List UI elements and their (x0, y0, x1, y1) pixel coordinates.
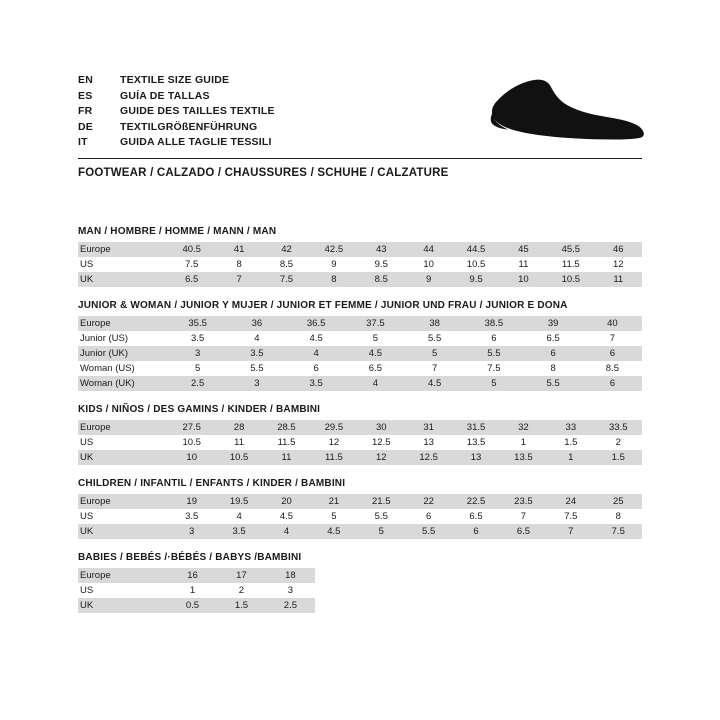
size-cell: 10.5 (452, 257, 499, 272)
size-cell: 7.5 (464, 361, 523, 376)
size-cell: 45 (500, 242, 547, 257)
language-code: EN (78, 74, 93, 86)
size-cell: 5 (358, 524, 405, 539)
size-cell: 3.5 (215, 524, 262, 539)
size-cell: 3 (227, 376, 286, 391)
table-row (78, 361, 642, 376)
size-cell: 40 (583, 316, 642, 331)
table-row (78, 568, 315, 583)
size-cell: 5.5 (227, 361, 286, 376)
language-title: GUIDE DES TAILLES TEXTILE (120, 105, 275, 117)
section-title: JUNIOR & WOMAN / JUNIOR Y MUJER / JUNIOR ET FEMME / JUNIOR UND FRAU / JUNIOR E DONA (78, 300, 568, 311)
row-label: US (78, 435, 168, 450)
size-cell: 36 (227, 316, 286, 331)
size-cell: 46 (595, 242, 642, 257)
language-row (78, 74, 275, 90)
size-cell: 6.5 (524, 331, 583, 346)
size-cell: 13 (452, 450, 499, 465)
size-cell: 28 (215, 420, 262, 435)
size-cell: 41 (215, 242, 262, 257)
size-cell: 6 (583, 346, 642, 361)
size-cell: 4.5 (346, 346, 405, 361)
header (78, 74, 642, 192)
row-label: Europe (78, 316, 168, 331)
size-cell: 23.5 (500, 494, 547, 509)
table-row (78, 331, 642, 346)
language-row (78, 121, 275, 137)
table-row (78, 450, 642, 465)
language-title: GUIDA ALLE TAGLIE TESSILI (120, 136, 272, 148)
size-cell: 7.5 (168, 257, 215, 272)
section-title: MAN / HOMBRE / HOMME / MANN / MAN (78, 226, 277, 237)
size-cell: 12 (595, 257, 642, 272)
row-label: Europe (78, 494, 168, 509)
size-cell: 5.5 (358, 509, 405, 524)
size-cell: 12 (310, 435, 357, 450)
language-title: TEXTILGRÖßENFÜHRUNG (120, 120, 258, 133)
size-cell: 12.5 (358, 435, 405, 450)
size-cell: 7 (215, 272, 262, 287)
size-cell: 1.5 (547, 435, 594, 450)
language-code: IT (78, 136, 88, 148)
size-cell: 16 (168, 568, 217, 583)
size-cell: 33 (547, 420, 594, 435)
size-cell: 11 (263, 450, 310, 465)
size-cell: 6.5 (500, 524, 547, 539)
size-cell: 5.5 (405, 331, 464, 346)
size-cell: 12 (358, 450, 405, 465)
size-cell: 7 (583, 331, 642, 346)
size-cell: 11 (500, 257, 547, 272)
category-line: FOOTWEAR / CALZADO / CHAUSSURES / SCHUHE / CALZATURE (78, 166, 449, 179)
size-sections (78, 226, 642, 613)
size-table (78, 494, 642, 539)
size-cell: 30 (358, 420, 405, 435)
size-cell: 10.5 (168, 435, 215, 450)
size-cell: 35.5 (168, 316, 227, 331)
table-row (78, 583, 315, 598)
row-label: US (78, 509, 168, 524)
size-cell: 7.5 (547, 509, 594, 524)
size-cell: 6.5 (168, 272, 215, 287)
language-row (78, 90, 275, 106)
size-table (78, 242, 642, 287)
language-title: TEXTILE SIZE GUIDE (120, 74, 230, 86)
size-cell: 13.5 (452, 435, 499, 450)
size-cell: 10.5 (547, 272, 594, 287)
size-cell: 5 (168, 361, 227, 376)
size-cell: 12.5 (405, 450, 452, 465)
size-cell: 5.5 (405, 524, 452, 539)
size-cell: 8.5 (583, 361, 642, 376)
row-label: UK (78, 450, 168, 465)
row-label: Europe (78, 568, 168, 583)
size-cell: 21 (310, 494, 357, 509)
size-cell: 18 (266, 568, 315, 583)
size-cell: 29.5 (310, 420, 357, 435)
size-cell: 4.5 (310, 524, 357, 539)
size-cell: 5 (310, 509, 357, 524)
row-label: Europe (78, 242, 168, 257)
size-cell: 8 (524, 361, 583, 376)
size-cell: 6 (524, 346, 583, 361)
table-row (78, 257, 642, 272)
size-cell: 10 (405, 257, 452, 272)
size-cell: 24 (547, 494, 594, 509)
size-cell: 4.5 (405, 376, 464, 391)
size-cell: 2 (595, 435, 642, 450)
size-cell: 19.5 (215, 494, 262, 509)
size-cell: 11.5 (547, 257, 594, 272)
size-cell: 39 (524, 316, 583, 331)
row-label: UK (78, 272, 168, 287)
size-cell: 8.5 (263, 257, 310, 272)
size-cell: 6.5 (346, 361, 405, 376)
row-label: Woman (UK) (78, 376, 168, 391)
size-table (78, 316, 642, 391)
size-cell: 13 (405, 435, 452, 450)
size-cell: 38 (405, 316, 464, 331)
size-cell: 5 (464, 376, 523, 391)
table-row (78, 316, 642, 331)
size-cell: 4 (215, 509, 262, 524)
size-cell: 8 (595, 509, 642, 524)
size-cell: 32 (500, 420, 547, 435)
header-divider (78, 158, 642, 159)
size-cell: 22 (405, 494, 452, 509)
table-row (78, 494, 642, 509)
size-cell: 5.5 (464, 346, 523, 361)
size-cell: 1.5 (217, 598, 266, 613)
size-cell: 3.5 (227, 346, 286, 361)
size-cell: 7.5 (595, 524, 642, 539)
size-cell: 45.5 (547, 242, 594, 257)
table-row (78, 242, 642, 257)
size-cell: 3 (168, 524, 215, 539)
size-section (78, 478, 642, 539)
size-cell: 27.5 (168, 420, 215, 435)
table-row (78, 598, 315, 613)
size-cell: 11.5 (263, 435, 310, 450)
size-cell: 8 (310, 272, 357, 287)
size-cell: 7 (405, 361, 464, 376)
table-row (78, 346, 642, 361)
size-cell: 3.5 (168, 331, 227, 346)
size-cell: 3 (168, 346, 227, 361)
row-label: UK (78, 524, 168, 539)
row-label: UK (78, 598, 168, 613)
size-cell: 28.5 (263, 420, 310, 435)
size-cell: 6 (583, 376, 642, 391)
size-section (78, 404, 642, 465)
size-cell: 13.5 (500, 450, 547, 465)
table-row (78, 524, 642, 539)
row-label: Junior (US) (78, 331, 168, 346)
size-section (78, 300, 642, 391)
size-cell: 6 (287, 361, 346, 376)
row-label: Junior (UK) (78, 346, 168, 361)
size-cell: 0.5 (168, 598, 217, 613)
size-cell: 36.5 (287, 316, 346, 331)
size-cell: 19 (168, 494, 215, 509)
size-cell: 4.5 (263, 509, 310, 524)
size-cell: 2 (217, 583, 266, 598)
size-cell: 25 (595, 494, 642, 509)
size-cell: 4 (287, 346, 346, 361)
size-cell: 2.5 (266, 598, 315, 613)
size-cell: 6.5 (452, 509, 499, 524)
size-cell: 7 (547, 524, 594, 539)
size-cell: 8.5 (358, 272, 405, 287)
size-cell: 17 (217, 568, 266, 583)
size-cell: 4.5 (287, 331, 346, 346)
size-cell: 5 (346, 331, 405, 346)
size-cell: 1 (500, 435, 547, 450)
size-cell: 44 (405, 242, 452, 257)
language-code: FR (78, 105, 93, 117)
table-row (78, 376, 642, 391)
size-cell: 4 (346, 376, 405, 391)
size-cell: 3.5 (287, 376, 346, 391)
size-cell: 22.5 (452, 494, 499, 509)
size-cell: 5 (405, 346, 464, 361)
language-row (78, 105, 275, 121)
size-cell: 9.5 (452, 272, 499, 287)
size-cell: 11 (595, 272, 642, 287)
table-row (78, 420, 642, 435)
size-cell: 1 (547, 450, 594, 465)
size-table (78, 568, 315, 613)
size-cell: 43 (358, 242, 405, 257)
table-row (78, 272, 642, 287)
row-label: US (78, 257, 168, 272)
language-title-list (78, 74, 275, 152)
size-cell: 6 (464, 331, 523, 346)
size-cell: 7.5 (263, 272, 310, 287)
size-cell: 9 (405, 272, 452, 287)
size-cell: 10 (168, 450, 215, 465)
language-row (78, 136, 275, 152)
size-cell: 42.5 (310, 242, 357, 257)
size-cell: 21.5 (358, 494, 405, 509)
size-table (78, 420, 642, 465)
size-cell: 9 (310, 257, 357, 272)
size-cell: 10.5 (215, 450, 262, 465)
dress-shoe-icon (468, 76, 650, 150)
size-cell: 40.5 (168, 242, 215, 257)
language-code: DE (78, 120, 93, 133)
size-cell: 44.5 (452, 242, 499, 257)
size-cell: 31.5 (452, 420, 499, 435)
table-row (78, 509, 642, 524)
table-row (78, 435, 642, 450)
size-cell: 38.5 (464, 316, 523, 331)
size-cell: 20 (263, 494, 310, 509)
size-cell: 11.5 (310, 450, 357, 465)
size-cell: 8 (215, 257, 262, 272)
size-cell: 31 (405, 420, 452, 435)
size-section (78, 552, 642, 613)
size-cell: 10 (500, 272, 547, 287)
size-cell: 3 (266, 583, 315, 598)
size-cell: 9.5 (358, 257, 405, 272)
size-cell: 7 (500, 509, 547, 524)
size-cell: 5.5 (524, 376, 583, 391)
size-cell: 3.5 (168, 509, 215, 524)
row-label: Europe (78, 420, 168, 435)
row-label: Woman (US) (78, 361, 168, 376)
size-section (78, 226, 642, 287)
size-cell: 6 (405, 509, 452, 524)
size-cell: 4 (263, 524, 310, 539)
size-cell: 42 (263, 242, 310, 257)
language-code: ES (78, 89, 93, 102)
size-cell: 1.5 (595, 450, 642, 465)
row-label: US (78, 583, 168, 598)
size-cell: 37.5 (346, 316, 405, 331)
section-title: BABIES / BEBÉS /·BÉBÉS / BABYS /BAMBINI (78, 552, 302, 563)
size-cell: 11 (215, 435, 262, 450)
size-cell: 4 (227, 331, 286, 346)
section-title: CHILDREN / INFANTIL / ENFANTS / KINDER / BAMBINI (78, 478, 346, 489)
size-cell: 2.5 (168, 376, 227, 391)
section-title: KIDS / NIÑOS / DES GAMINS / KINDER / BAMBINI (78, 404, 321, 415)
size-cell: 6 (452, 524, 499, 539)
language-title: GUÍA DE TALLAS (120, 89, 210, 102)
size-cell: 1 (168, 583, 217, 598)
size-cell: 33.5 (595, 420, 642, 435)
